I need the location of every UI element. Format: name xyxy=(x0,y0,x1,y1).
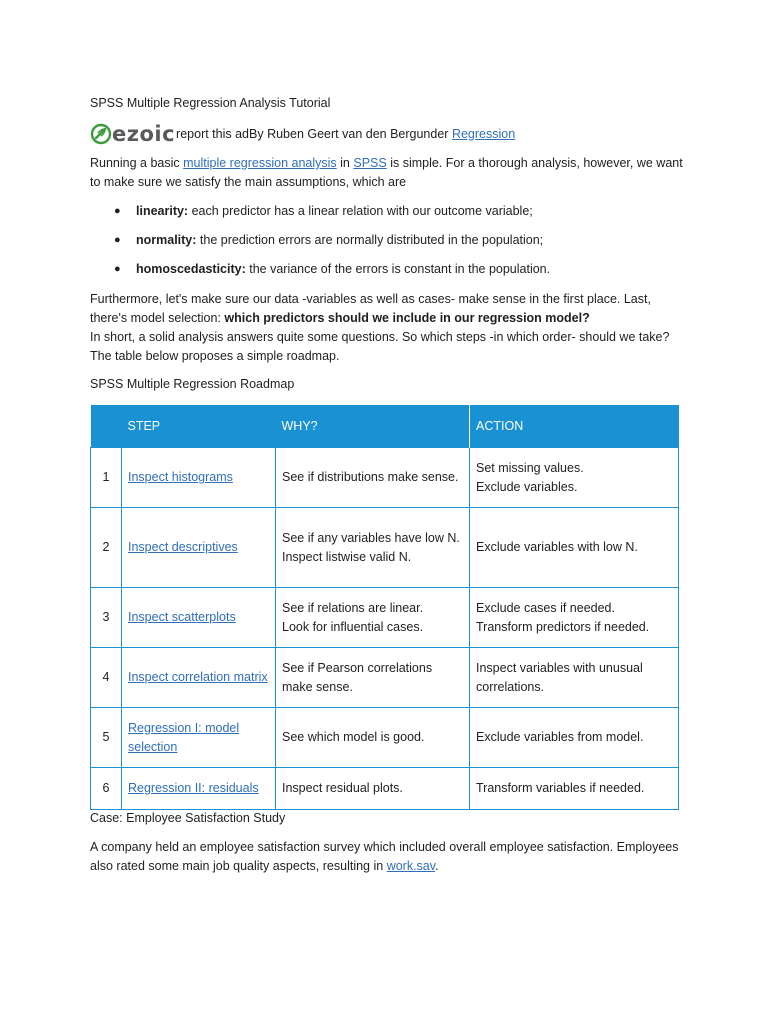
action-text: Inspect variables with unusual correlations. xyxy=(476,660,643,694)
ezoic-logo[interactable] xyxy=(90,122,175,146)
table-row xyxy=(91,708,679,768)
ad-byline-row xyxy=(90,122,515,146)
action-cell xyxy=(470,768,679,810)
action-cell xyxy=(470,708,679,768)
header-cell-action: ACTION xyxy=(470,405,679,448)
why-text: See if any variables have low N. xyxy=(282,530,460,545)
step-link[interactable]: Inspect descriptives xyxy=(128,540,238,554)
why-text: Inspect residual plots. xyxy=(282,781,403,795)
step-number: 4 xyxy=(91,648,122,708)
table-row xyxy=(91,648,679,708)
table-row xyxy=(91,588,679,648)
header-cell-number xyxy=(91,405,122,448)
assumption-term: homoscedasticity: xyxy=(136,262,246,276)
header-cell-why: WHY? xyxy=(276,405,470,448)
roadmap-title: SPSS Multiple Regression Roadmap xyxy=(90,377,295,391)
why-text: Inspect listwise valid N. xyxy=(282,549,412,564)
step-number: 3 xyxy=(91,588,122,648)
why-cell xyxy=(276,508,470,588)
action-cell xyxy=(470,648,679,708)
case-text: A company held an employee satisfaction survey which included overall employee satisfaction. Employees also rated some main job quality aspects, resulting in xyxy=(90,840,679,873)
spss-link[interactable]: SPSS xyxy=(353,156,387,170)
assumption-term: linearity: xyxy=(136,204,189,218)
list-item xyxy=(90,231,690,260)
assumption-desc: the prediction errors are normally distributed in the population; xyxy=(196,233,544,247)
action-cell xyxy=(470,588,679,648)
step-link[interactable]: Regression I: model selection xyxy=(128,720,240,754)
action-text: Transform variables if needed. xyxy=(476,781,645,795)
table-row xyxy=(91,508,679,588)
multiple-regression-link[interactable]: multiple regression analysis xyxy=(183,156,337,170)
assumptions-list xyxy=(90,202,690,289)
intro-text: is simple. For a thorough analysis, however, we want to make sure we satisfy the main assumptions, which are xyxy=(90,156,683,189)
header-cell-step: STEP xyxy=(122,405,276,448)
list-item xyxy=(90,260,690,289)
table-row xyxy=(91,768,679,810)
assumption-term: normality: xyxy=(136,233,197,247)
why-cell xyxy=(276,708,470,768)
action-cell xyxy=(470,508,679,588)
report-ad-link[interactable]: report this ad xyxy=(176,126,250,141)
ezoic-leaf-icon xyxy=(90,123,112,145)
intro-text: Running a basic xyxy=(90,156,184,170)
action-text: Exclude variables. xyxy=(476,479,578,494)
paragraph-text: In short, a solid analysis answers quite some questions. So which steps -in which order- should we take? The table below proposes a simple roadmap. xyxy=(90,330,670,363)
why-text: See if distributions make sense. xyxy=(282,470,459,484)
why-cell xyxy=(276,648,470,708)
why-cell xyxy=(276,588,470,648)
author-byline: By Ruben Geert van den Bergunder xyxy=(249,126,449,141)
step-link[interactable]: Inspect histograms xyxy=(128,470,233,484)
intro-paragraph xyxy=(90,154,690,192)
step-link[interactable]: Inspect correlation matrix xyxy=(128,670,268,684)
bullet-icon: ● xyxy=(114,263,121,275)
action-text: Exclude variables from model. xyxy=(476,730,644,744)
action-text: Exclude cases if needed. xyxy=(476,600,615,615)
list-item xyxy=(90,202,690,231)
step-number: 1 xyxy=(91,448,122,508)
why-cell xyxy=(276,448,470,508)
why-text: See if Pearson correlations make sense. xyxy=(282,660,433,694)
paragraph-bold-text: which predictors should we include in our regression model? xyxy=(224,311,590,325)
bullet-icon: ● xyxy=(114,234,121,246)
action-cell xyxy=(470,448,679,508)
ezoic-wordmark: ezoic xyxy=(112,122,176,146)
case-text: . xyxy=(435,859,439,873)
bullet-icon: ● xyxy=(114,205,121,217)
model-selection-paragraph xyxy=(90,290,690,366)
table-header-row xyxy=(91,405,679,448)
roadmap-table xyxy=(90,405,679,810)
step-number: 2 xyxy=(91,508,122,588)
paragraph-text: Furthermore, let's make sure our data -variables as well as cases- make sense in the first place. Last, there's model selection: xyxy=(90,292,651,325)
step-number: 6 xyxy=(91,768,122,810)
why-text: See which model is good. xyxy=(282,730,425,744)
table-row xyxy=(91,448,679,508)
case-title: Case: Employee Satisfaction Study xyxy=(90,811,286,825)
step-link[interactable]: Regression II: residuals xyxy=(128,781,259,795)
why-text: Look for influential cases. xyxy=(282,619,424,634)
intro-text: in xyxy=(336,156,354,170)
step-link[interactable]: Inspect scatterplots xyxy=(128,610,236,624)
action-text: Transform predictors if needed. xyxy=(476,619,650,634)
action-text: Exclude variables with low N. xyxy=(476,540,638,554)
action-text: Set missing values. xyxy=(476,460,584,475)
assumption-desc: each predictor has a linear relation with our outcome variable; xyxy=(188,204,533,218)
why-cell xyxy=(276,768,470,810)
case-paragraph xyxy=(90,838,690,876)
work-sav-link[interactable]: work.sav xyxy=(386,859,436,873)
assumption-desc: the variance of the errors is constant in the population. xyxy=(245,262,551,276)
why-text: See if relations are linear. xyxy=(282,600,424,615)
category-link-regression[interactable]: Regression xyxy=(451,126,516,141)
document-title: SPSS Multiple Regression Analysis Tutorial xyxy=(90,96,331,110)
step-number: 5 xyxy=(91,708,122,768)
